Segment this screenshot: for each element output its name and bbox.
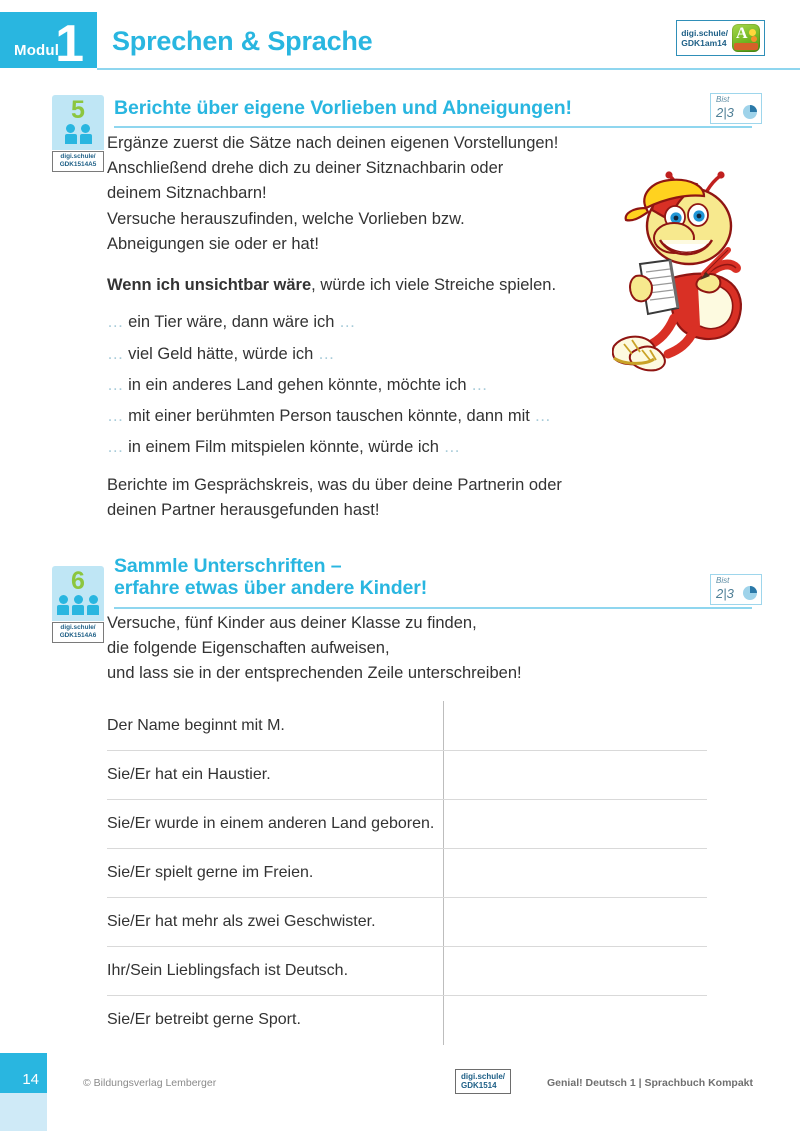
ex5-intro-line: deinem Sitznachbarn! [107,184,267,203]
exercise-5-bist-box [710,93,762,124]
page-edge-accent [0,1093,47,1131]
table-row [107,750,707,799]
row-label: Ihr/Sein Lieblingsfach ist Deutsch. [107,962,349,980]
row-label: Der Name beginnt mit M. [107,716,285,734]
exercise-6-badge [52,566,104,643]
table-row [107,995,707,1044]
exercise-6-divider [114,607,752,609]
exercise-6-title-line2: erfahre etwas über andere Kinder! [114,576,428,599]
row-label: Sie/Er spielt gerne im Freien. [107,864,314,882]
exercise-5-number: 5 [71,96,85,124]
ex5-starter-line: … mit einer berühmten Person tauschen könnte, dann mit … [107,407,551,426]
digi-schule-badge-header[interactable] [676,20,765,56]
exercise-6-number: 6 [71,567,85,595]
ex5-starter-line: … in einem Film mitspielen könnte, würde ich … [107,438,461,457]
column-divider [443,800,444,849]
ex5-closing-line: Berichte im Gesprächskreis, was du über deine Partnerin oder [107,475,562,494]
ex5-intro-line: Ergänze zuerst die Sätze nach deinen eigenen Vorstellungen! [107,134,559,152]
copyright-text: © Bildungsverlag Lemberger [83,1077,217,1089]
table-row [107,799,707,848]
module-number: 1 [55,15,84,73]
digi-badge-text: digi.schule/ GDK1514 [461,1072,506,1091]
exercise-5-divider [114,126,752,128]
signature-table [107,701,707,1044]
column-divider [443,751,444,800]
signature-field[interactable] [443,947,707,995]
row-label: Sie/Er hat mehr als zwei Geschwister. [107,913,376,931]
column-divider [443,947,444,996]
ex5-intro-line: Abneigungen sie oder er hat! [107,234,319,253]
signature-field[interactable] [443,996,707,1044]
table-row [107,897,707,946]
exercise-6-bist-box [710,574,762,605]
exercise-5-digi-code[interactable]: digi.schule/ GDK1514A5 [52,151,104,172]
signature-field[interactable] [443,898,707,946]
table-row [107,848,707,897]
page-header [0,0,800,78]
bist-label: Bist [716,576,730,585]
pie-chart-icon [743,105,757,119]
exercise-6-title [114,556,734,600]
ex5-starter-line: … in ein anderes Land gehen könnte, möchte ich … [107,375,488,394]
digi-schule-badge-footer[interactable] [455,1069,511,1094]
column-divider [443,898,444,947]
ex5-starter-line: … viel Geld hätte, würde ich … [107,344,335,363]
ex5-closing-line: deinen Partner herausgefunden hast! [107,500,380,519]
digi-badge-text: digi.schule/ GDK1am14 [681,27,728,48]
module-block [0,12,97,73]
pair-work-icon [52,123,104,147]
signature-field[interactable] [443,701,707,750]
row-label: Sie/Er wurde in einem anderen Land geboren. [107,815,435,833]
page-title: Sprechen & Sprache [112,26,373,56]
ex5-example-sentence: Wenn ich unsichtbar wäre, würde ich viele Streiche spielen. [107,276,557,295]
bist-value: 2|3 [716,585,734,601]
signature-field[interactable] [443,751,707,799]
signature-field[interactable] [443,800,707,848]
exercise-5-body [107,131,667,523]
page-number-block [0,1053,47,1093]
ex5-intro-line: Anschließend drehe dich zu deiner Sitznachbarin oder [107,159,504,178]
ex5-starter-line: … ein Tier wäre, dann wäre ich … [107,313,356,332]
table-row [107,946,707,995]
exercise-6-title-line1: Sammle Unterschriften – [114,555,342,577]
table-row [107,701,707,750]
module-label: Modul [14,42,60,59]
bist-label: Bist [716,95,730,104]
app-letter-a-icon: A [732,24,760,52]
exercise-6-digi-code[interactable]: digi.schule/ GDK1514A6 [52,622,104,643]
signature-field[interactable] [443,849,707,897]
bist-value: 2|3 [716,104,734,120]
page-number: 14 [22,1071,39,1088]
ex6-intro-line: die folgende Eigenschaften aufweisen, [107,639,390,658]
column-divider [443,701,444,751]
column-divider [443,996,444,1045]
exercise-5-badge [52,95,104,172]
column-divider [443,849,444,898]
exercise-5-title: Berichte über eigene Vorlieben und Abneigungen! [114,97,572,119]
exercise-6-body [107,611,707,687]
row-label: Sie/Er betreibt gerne Sport. [107,1011,301,1029]
book-title-footer: Genial! Deutsch 1 | Sprachbuch Kompakt [547,1077,753,1089]
row-label: Sie/Er hat ein Haustier. [107,766,271,784]
pie-chart-icon [743,586,757,600]
header-divider [97,68,800,70]
ex6-intro-line: und lass sie in der entsprechenden Zeile unterschreiben! [107,664,522,683]
group-work-icon [52,594,104,618]
ex6-intro-line: Versuche, fünf Kinder aus deiner Klasse zu finden, [107,614,477,632]
mascot-ant-illustration [612,168,752,373]
ex5-intro-line: Versuche herauszufinden, welche Vorlieben bzw. [107,209,465,228]
